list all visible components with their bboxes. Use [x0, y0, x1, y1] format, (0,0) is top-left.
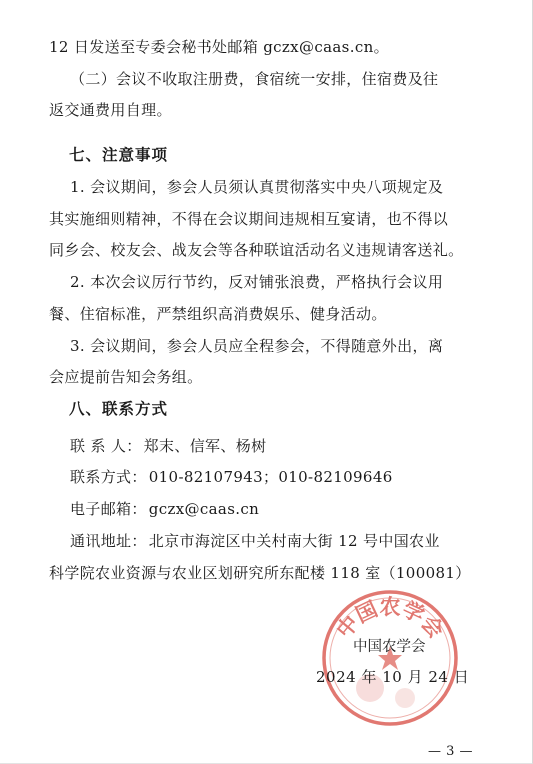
contact-person-row — [70, 436, 266, 456]
contact-email-label: 电子邮箱： — [70, 500, 147, 518]
contact-address-row — [70, 531, 440, 551]
contact-address-value: 北京市海淀区中关村南大街 12 号中国农业 — [148, 532, 440, 550]
contact-address-label: 通讯地址： — [70, 532, 147, 550]
contact-email-row — [70, 499, 259, 519]
contact-address-line-2: 科学院农业资源与农业区划研究所东配楼 118 室（100081） — [49, 564, 471, 582]
section-7-line-4: 2. 本次会议厉行节约，反对铺张浪费，严格执行会议用 — [70, 273, 444, 291]
text-line-2: （二）会议不收取注册费，食宿统一安排，住宿费及往 — [70, 70, 439, 88]
svg-text:中国农学会 — [331, 594, 449, 643]
section-7-line-5: 餐、住宿标准，严禁组织高消费娱乐、健身活动。 — [49, 305, 387, 323]
official-seal — [320, 588, 460, 728]
contact-phone-row — [70, 467, 393, 487]
section-7-line-6: 3. 会议期间，参会人员应全程参会，不得随意外出，离 — [70, 337, 444, 355]
contact-phone-value: 010-82107943；010-82109646 — [148, 468, 393, 486]
text-line-1: 12 日发送至专委会秘书处邮箱 gczx@caas.cn。 — [49, 38, 389, 56]
text-line-3: 返交通费用自理。 — [49, 101, 172, 119]
contact-person-label: 联 系 人： — [70, 437, 142, 455]
contact-person-value: 郑末、信军、杨树 — [143, 437, 267, 455]
contact-email-value: gczx@caas.cn — [148, 500, 260, 518]
section-7-line-7: 会应提前告知会务组。 — [49, 368, 203, 386]
section-7-line-2: 其实施细则精神，不得在会议期间违规相互宴请，也不得以 — [49, 210, 449, 228]
section-8-heading: 八、联系方式 — [69, 400, 169, 418]
section-7-line-1: 1. 会议期间，参会人员须认真贯彻落实中央八项规定及 — [70, 178, 444, 196]
section-7-heading: 七、注意事项 — [69, 146, 169, 164]
contact-phone-label: 联系方式： — [70, 468, 147, 486]
seal-text: 中国农学会 — [331, 594, 449, 643]
signature-organization: 中国农学会 — [353, 639, 426, 655]
section-7-line-3: 同乡会、校友会、战友会等各种联谊活动名义违规请客送礼。 — [49, 241, 464, 259]
signature-date: 2024 年 10 月 24 日 — [316, 668, 470, 686]
page-number: — 3 — — [428, 744, 474, 759]
